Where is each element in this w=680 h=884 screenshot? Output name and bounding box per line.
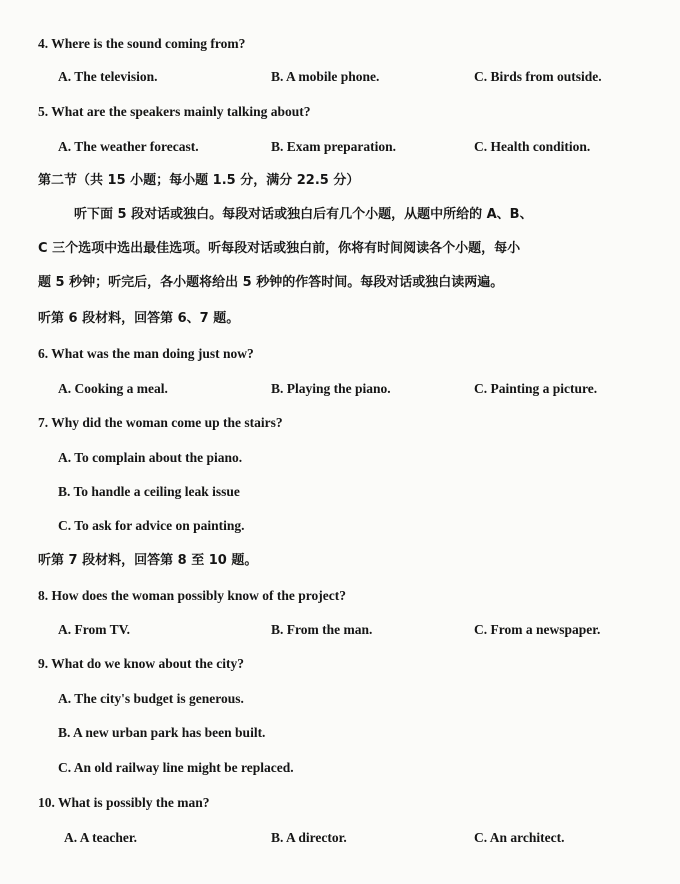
q4-option-b: B. A mobile phone. — [271, 69, 380, 84]
q7-option-b: B. To handle a ceiling leak issue — [58, 484, 240, 499]
q4-option-a: A. The television. — [58, 69, 158, 84]
question-9: 9. What do we know about the city? — [38, 656, 245, 671]
q8-option-c: C. From a newspaper. — [474, 622, 601, 637]
q10-option-c: C. An architect. — [474, 830, 565, 845]
instructions-line-2: C 三个选项中选出最佳选项。听每段对话或独白前，你将有时间阅读各个小题，每小 — [38, 241, 521, 256]
q10-option-b: B. A director. — [271, 830, 347, 845]
material-7-label: 听第 7 段材料，回答第 8 至 10 题。 — [38, 553, 258, 568]
question-4: 4. Where is the sound coming from? — [38, 36, 246, 51]
question-8: 8. How does the woman possibly know of the project? — [38, 588, 347, 603]
q5-option-c: C. Health condition. — [474, 139, 591, 154]
q7-option-c: C. To ask for advice on painting. — [58, 518, 245, 533]
q5-option-b: B. Exam preparation. — [271, 139, 397, 154]
question-6: 6. What was the man doing just now? — [38, 346, 254, 361]
q4-option-c: C. Birds from outside. — [474, 69, 602, 84]
q8-option-a: A. From TV. — [58, 622, 131, 637]
question-10: 10. What is possibly the man? — [38, 795, 210, 810]
q9-option-b: B. A new urban park has been built. — [58, 725, 266, 740]
q6-option-c: C. Painting a picture. — [474, 381, 598, 396]
q9-option-a: A. The city's budget is generous. — [58, 691, 244, 706]
question-7: 7. Why did the woman come up the stairs? — [38, 415, 283, 430]
instructions-line-3: 题 5 秒钟；听完后，各小题将给出 5 秒钟的作答时间。每段对话或独白读两遍。 — [38, 275, 504, 290]
q5-option-a: A. The weather forecast. — [58, 139, 199, 154]
q7-option-a: A. To complain about the piano. — [58, 450, 243, 465]
q9-option-c: C. An old railway line might be replaced. — [58, 760, 294, 775]
material-6-label: 听第 6 段材料，回答第 6、7 题。 — [38, 311, 240, 326]
q10-option-a: A. A teacher. — [64, 830, 137, 845]
q6-option-a: A. Cooking a meal. — [58, 381, 168, 396]
section-2-heading: 第二节（共 15 小题；每小题 1.5 分，满分 22.5 分） — [38, 173, 360, 188]
instructions-line-1: 听下面 5 段对话或独白。每段对话或独白后有几个小题，从题中所给的 A、B、 — [74, 207, 533, 222]
question-5: 5. What are the speakers mainly talking about? — [38, 104, 311, 119]
q8-option-b: B. From the man. — [271, 622, 373, 637]
q6-option-b: B. Playing the piano. — [271, 381, 391, 396]
